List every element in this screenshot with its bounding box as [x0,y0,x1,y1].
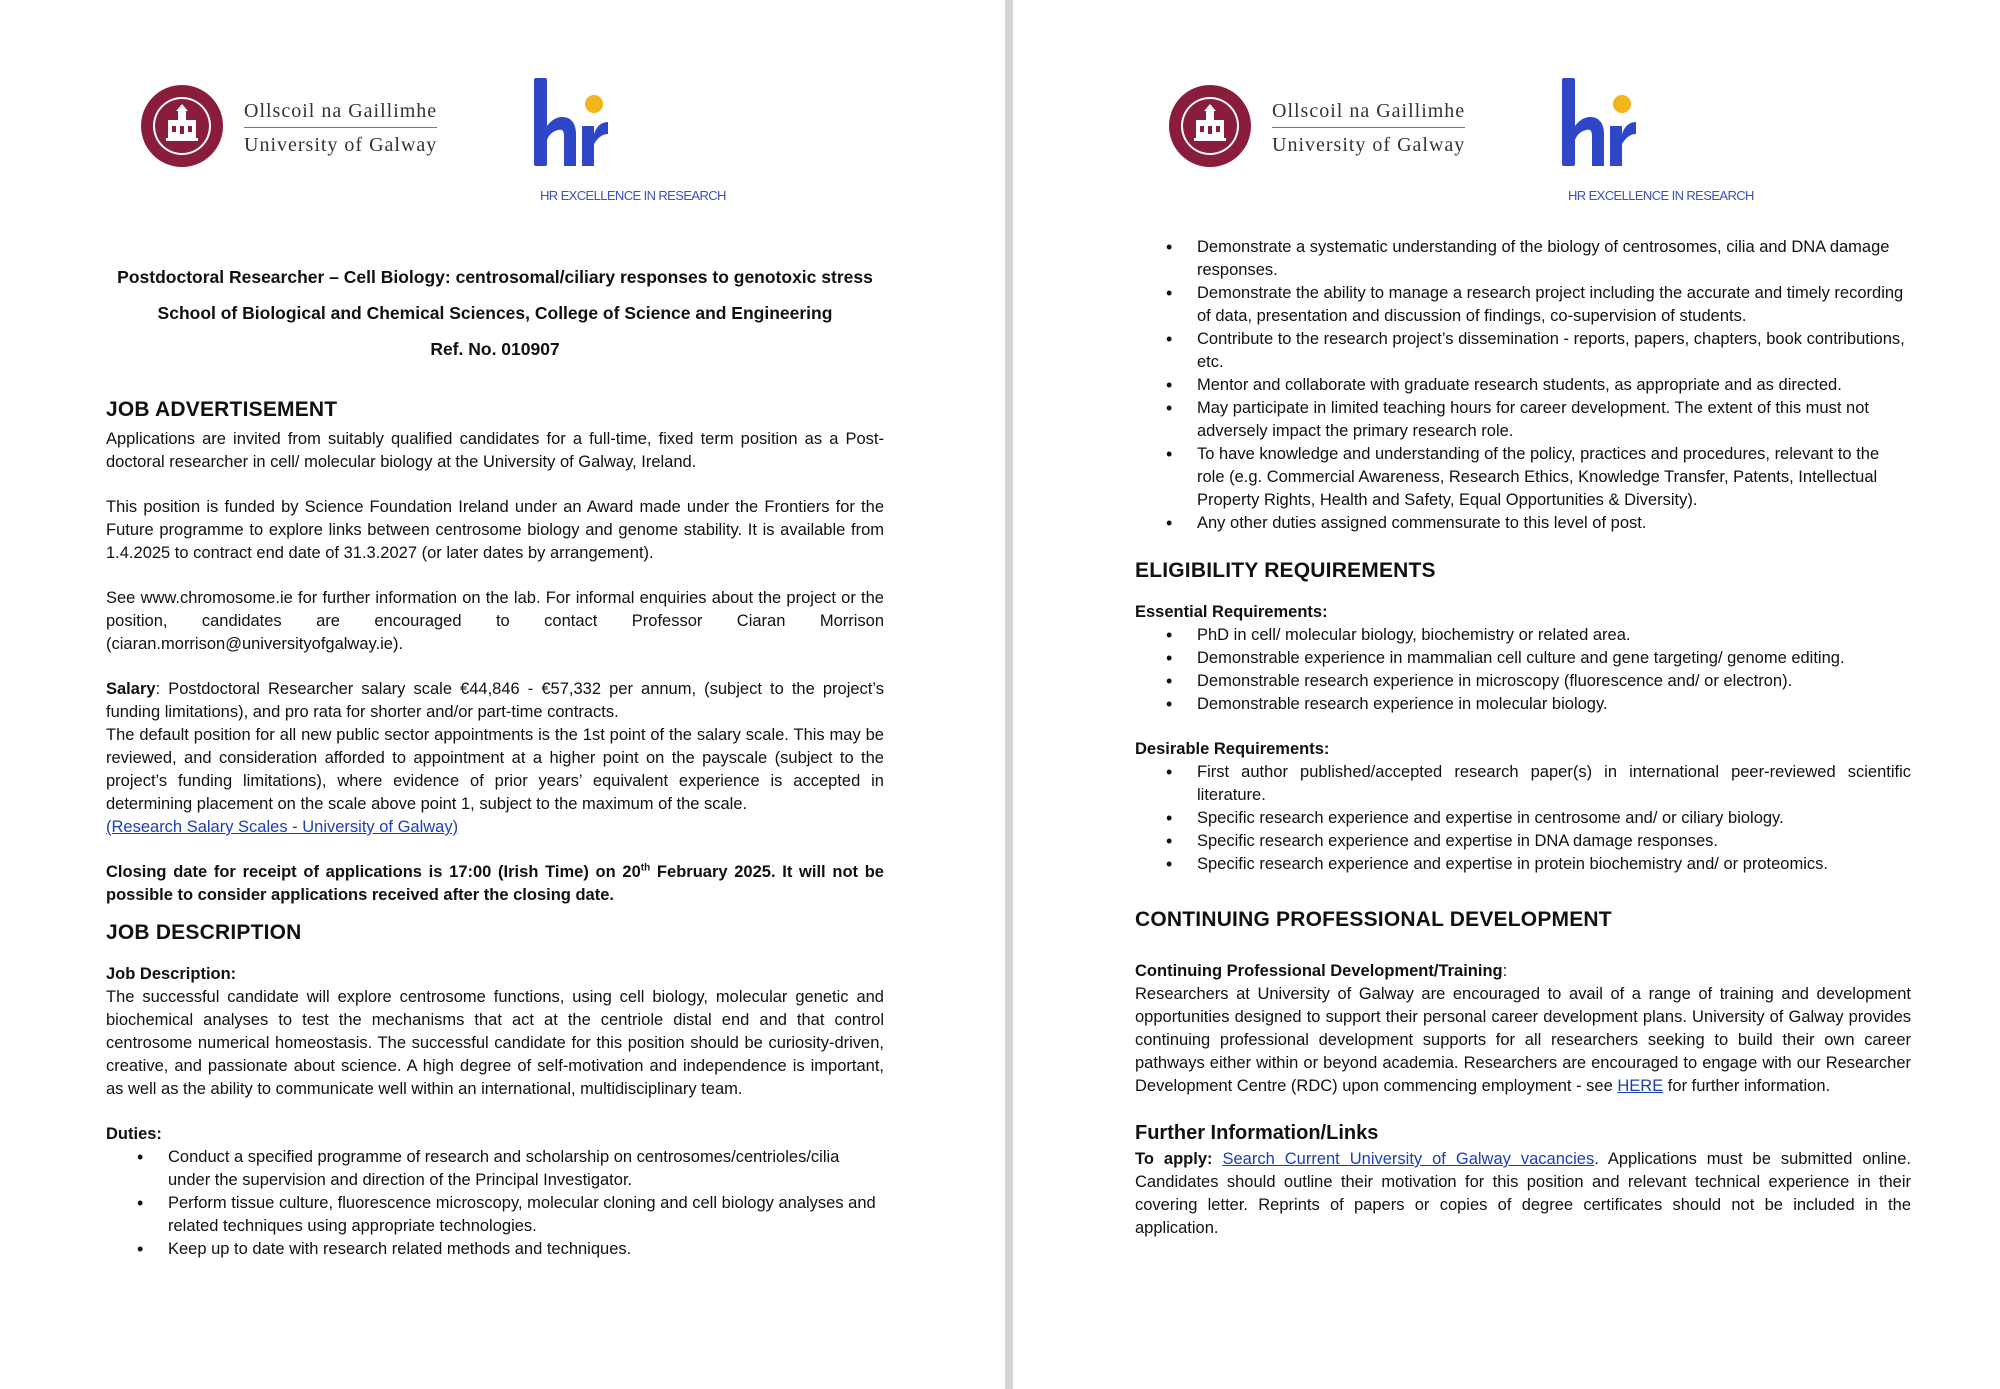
job-description-subheading: Job Description: [106,965,237,983]
apply-label: To apply: [1135,1150,1213,1168]
list-item: • Perform tissue culture, fluorescence microscopy, molecular cloning and cell biology analyses and related techniques using appropriate technologies. [168,1192,884,1238]
job-description-heading: JOB DESCRIPTION [106,921,302,944]
list-item: • Demonstrate the ability to manage a research project including the accurate and timely recording of data, presentation and discussion of findings, co-supervision of students. [1197,282,1911,328]
essential-requirements-label: Essential Requirements: [1135,603,1328,621]
left-content [106,266,884,1261]
irish-name: Ollscoil na Gaillimhe [1272,98,1465,128]
school-name: School of Biological and Chemical Sciences, College of Science and Engineering [157,303,833,323]
irish-name: Ollscoil na Gaillimhe [244,98,437,128]
list-item: • Demonstrable experience in mammalian cell culture and gene targeting/ genome editing. [1197,647,1911,670]
list-item: • Demonstrable research experience in molecular biology. [1197,693,1911,716]
list-item: • Contribute to the research project’s dissemination - reports, papers, chapters, book contributions, etc. [1197,328,1911,374]
salary-paragraph [106,678,884,724]
salary-paragraph-2: The default position for all new public sector appointments is the 1st point of the salary scale. This may be reviewed, and consideration afforded to appointment at a higher point on the payscale (subject to the project’s funding limitations), where evidence of prior years’ equivalent experience is accepted in determining placement on the scale above point 1, subject to the maximum of the scale. [106,726,884,813]
list-item: • Specific research experience and expertise in DNA damage responses. [1197,830,1911,853]
list-item: • Keep up to date with research related methods and techniques. [168,1238,884,1261]
university-crest-logo [1168,84,1252,168]
ad-paragraph-3: See www.chromosome.ie for further information on the lab. For informal enquiries about the project or the position, candidates are encouraged to contact Professor Ciaran Morrison (ciaran.morrison@universityofgalway.ie). [106,589,884,653]
apply-paragraph [1135,1148,1911,1240]
hr-excellence-logo [528,78,608,168]
right-content [1135,236,1911,1240]
search-vacancies-link[interactable]: Search Current University of Galway vacancies [1222,1150,1595,1168]
ad-paragraph-1: Applications are invited from suitably qualified candidates for a full-time, fixed term position as a Post-doctoral researcher in cell/ molecular biology at the University of Galway, Ireland. [106,430,884,471]
duties-list [106,1146,884,1261]
hr-caption: HR EXCELLENCE IN RESEARCH [1568,188,1754,203]
reference-number: Ref. No. 010907 [430,339,560,359]
list-item: • First author published/accepted research paper(s) in international peer-reviewed scientific literature. [1197,761,1911,807]
job-description-text: The successful candidate will explore centrosome functions, using cell biology, molecular genetic and biochemical analyses to test the mechanisms that act at the centriole distal end and that control centrosome numerical homeostasis. The successful candidate for this position should be curiosity-driven, creative, and passionate about science. A high degree of self-motivation and independence is important, as well as the ability to communicate well within an international, multidisciplinary team. [106,988,884,1098]
cpd-paragraph [1135,983,1911,1098]
list-item: • Demonstrable research experience in microscopy (fluorescence and/ or electron). [1197,670,1911,693]
list-item: • Mentor and collaborate with graduate research students, as appropriate and as directed. [1197,374,1911,397]
list-item: • Any other duties assigned commensurate to this level of post. [1197,512,1911,535]
university-name [1272,98,1522,158]
desirable-requirements-label: Desirable Requirements: [1135,740,1330,758]
rdc-here-link[interactable]: HERE [1617,1077,1664,1095]
title-block [106,266,884,361]
closing-text-b: February 2025. It will not be possible to consider applications received after the closing date. [106,863,884,904]
apply-text: . Applications must be submitted online. Candidates should outline their motivation for this position and relevant technical experience in their covering letter. Reprints of papers or copies of degree certificates should not be included in the application. [1135,1150,1911,1237]
list-item: • PhD in cell/ molecular biology, biochemistry or related area. [1197,624,1911,647]
desirable-requirements-list [1135,761,1911,876]
job-advertisement-heading: JOB ADVERTISEMENT [106,398,338,421]
list-item: • Demonstrate a systematic understanding of the biology of centrosomes, cilia and DNA damage responses. [1197,236,1911,282]
salary-link-line [106,816,884,839]
hr-excellence-logo [1556,78,1636,168]
closing-date-paragraph [106,861,884,907]
duties-label: Duties: [106,1125,162,1143]
job-title: Postdoctoral Researcher – Cell Biology: centrosomal/ciliary responses to genotoxic stress [117,267,873,287]
list-item: • Specific research experience and expertise in protein biochemistry and/ or proteomics. [1197,853,1911,876]
cpd-label-line [1135,960,1911,983]
list-item: • To have knowledge and understanding of the policy, practices and procedures, relevant to the role (e.g. Commercial Awareness, Research Ethics, Knowledge Transfer, Patents, Intellectual Property Rights, Health and Safety, Equal Opportunities & Diversity). [1197,443,1911,512]
page-divider [1005,0,1013,1389]
cpd-text: Researchers at University of Galway are encouraged to avail of a range of training and development opportunities designed to support their personal career development plans. University of Galway provides continuing professional development supports for all researchers seeking to build their own career pathways either within or beyond academia. Researchers are encouraged to engage with our Researcher Development Centre (RDC) upon commencing employment - see [1135,985,1911,1095]
english-name: University of Galway [1272,134,1466,156]
salary-label: Salary [106,680,156,698]
cpd-colon: : [1502,962,1508,980]
closing-sup: th [640,862,651,874]
essential-requirements-list [1135,624,1911,716]
further-information-heading: Further Information/Links [1135,1122,1379,1144]
english-name: University of Galway [244,134,438,156]
research-salary-scales-link[interactable]: (Research Salary Scales - University of Galway) [106,818,459,836]
closing-text-a: Closing date for receipt of applications is 17:00 (Irish Time) on 20 [106,863,641,881]
list-item: • Specific research experience and expertise in centrosome and/ or ciliary biology. [1197,807,1911,830]
ad-paragraph-2: This position is funded by Science Foundation Ireland under an Award made under the Frontiers for the Future programme to explore links between centrosome biology and genome stability. It is available from 1.4.2025 to contract end date of 31.3.2027 (or later dates by arrangement). [106,498,884,562]
salary-text: : Postdoctoral Researcher salary scale €44,846 - €57,332 per annum, (subject to the project’s funding limitations), and pro rata for shorter and/or part-time contracts. [106,680,884,721]
list-item: • May participate in limited teaching hours for career development. The extent of this must not adversely impact the primary research role. [1197,397,1911,443]
eligibility-heading: ELIGIBILITY REQUIREMENTS [1135,559,1436,582]
cpd-tail: for further information. [1663,1077,1831,1095]
cpd-heading: CONTINUING PROFESSIONAL DEVELOPMENT [1135,908,1612,931]
duties-list-continued [1135,236,1911,535]
hr-caption: HR EXCELLENCE IN RESEARCH [540,188,726,203]
university-crest-logo [140,84,224,168]
university-name [244,98,494,158]
list-item: • Conduct a specified programme of research and scholarship on centrosomes/centrioles/cilia under the supervision and direction of the Principal Investigator. [168,1146,884,1192]
cpd-label: Continuing Professional Development/Training [1135,962,1503,980]
